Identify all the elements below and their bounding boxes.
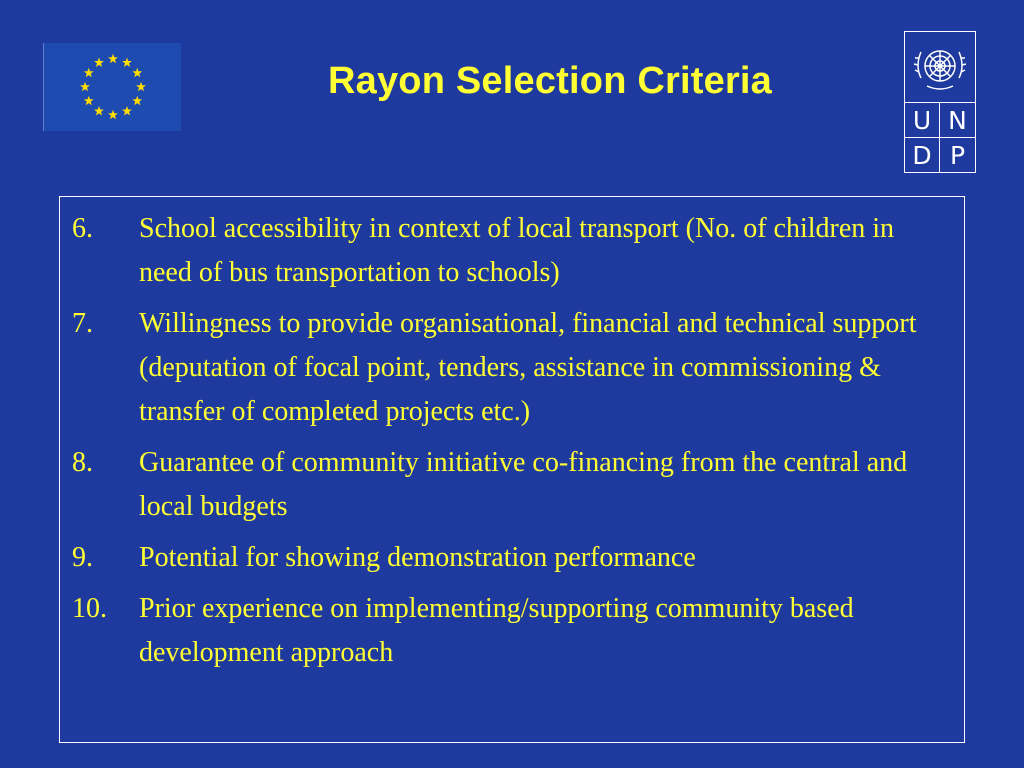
eu-star-icon <box>84 68 94 77</box>
item-text: Willingness to provide organisational, financial and technical support (deputation of focal point, tenders, assistance in commissioning & transfer of completed projects etc.) <box>139 308 917 427</box>
item-text: Prior experience on implementing/supporting community based development approach <box>139 593 854 668</box>
item-number: 7. <box>72 308 93 339</box>
item-number: 10. <box>72 593 107 624</box>
undp-letter-p: P <box>949 141 966 170</box>
undp-letter-n: N <box>940 103 975 138</box>
eu-star-icon <box>80 82 90 91</box>
list-item <box>72 441 952 529</box>
eu-star-icon <box>94 106 104 115</box>
eu-star-icon <box>84 96 94 105</box>
criteria-box <box>59 196 965 743</box>
list-item <box>72 587 952 675</box>
list-item <box>72 207 952 295</box>
criteria-list <box>72 207 952 682</box>
eu-star-icon <box>136 82 146 91</box>
eu-star-icon <box>132 96 142 105</box>
item-number: 9. <box>72 542 93 573</box>
undp-letter-u: U <box>905 103 940 138</box>
item-text: Potential for showing demonstration performance <box>139 542 696 573</box>
eu-flag-logo <box>43 43 181 131</box>
eu-star-icon <box>108 110 118 119</box>
item-number: 6. <box>72 213 93 244</box>
list-item <box>72 536 952 580</box>
undp-letter-d: D <box>905 138 940 173</box>
undp-logo <box>904 31 976 173</box>
eu-star-icon <box>122 58 132 67</box>
item-number: 8. <box>72 447 93 478</box>
undp-letter-grid <box>905 102 975 173</box>
un-emblem-icon <box>905 32 975 102</box>
eu-star-icon <box>132 68 142 77</box>
item-text: School accessibility in context of local transport (No. of children in need of bus transportation to schools) <box>139 213 895 288</box>
list-item <box>72 302 952 434</box>
eu-flag-icon <box>44 43 181 131</box>
item-text: Guarantee of community initiative co-financing from the central and local budgets <box>139 447 908 522</box>
page-title: Rayon Selection Criteria <box>327 60 773 102</box>
eu-star-icon <box>108 54 118 63</box>
eu-star-icon <box>122 106 132 115</box>
eu-star-icon <box>94 58 104 67</box>
